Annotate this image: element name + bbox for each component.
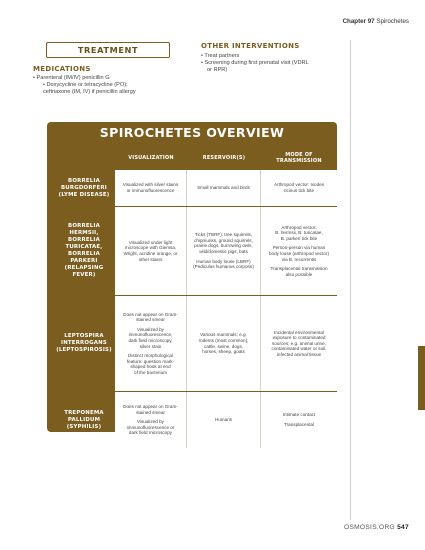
row-header	[53, 392, 115, 448]
column-header-transmission: MODE OF TRANSMISSION	[276, 152, 322, 164]
row-cells	[115, 296, 337, 391]
reservoirs-cell	[187, 296, 261, 391]
row-cells	[115, 170, 337, 206]
cell-line: prairie dogs, burrowing owls,	[194, 243, 253, 249]
row-header-line: TREPONEMA	[64, 409, 104, 416]
cell-line: Wright, acridine orange, or	[123, 251, 178, 256]
row-header-line: INTERROGANS	[61, 340, 107, 346]
visualization-cell	[115, 170, 187, 206]
cell-line: Does not appear on Gram-	[123, 311, 178, 317]
cell-line: dark field microscopy	[128, 430, 173, 436]
cell-line: dark field microscopy,	[128, 337, 173, 343]
cell-line: Intimate contact	[282, 412, 316, 418]
other-interventions-list	[201, 53, 351, 74]
transmission-cell	[261, 170, 337, 206]
cell-line: horses, sheep, goats	[202, 349, 245, 355]
row-header-line: FEVER)	[72, 272, 96, 278]
cell-line: Transplacental transmission	[270, 266, 328, 272]
cell-line: exposure to contaminated	[272, 335, 326, 341]
cell-line: chipmunks, ground squirrels,	[194, 237, 253, 243]
cell-line: immunofluorescence or	[126, 424, 175, 430]
table-row	[53, 170, 337, 206]
cell-line: other stains	[138, 256, 163, 262]
row-header-line: (LEPTOSPIROSIS)	[56, 347, 112, 353]
overview-title: SPIROCHETES OVERVIEW	[99, 125, 285, 140]
row-header-line: PARKERI	[70, 258, 98, 264]
row-header-line: BORRELIA	[68, 223, 100, 229]
spirochetes-overview-table	[47, 122, 337, 436]
intervention-item: or RPR)	[207, 67, 228, 73]
cell-line: ricinus tick bite	[283, 188, 315, 193]
row-header-line: BORRELIA	[68, 251, 100, 257]
chapter-side-tab	[418, 346, 425, 410]
cell-line: Distinct morphological	[128, 353, 173, 359]
cell-line: Incidental environmental	[274, 329, 324, 335]
cell-line: Visualized under light	[128, 239, 173, 245]
medications-title: MEDICATIONS	[33, 65, 91, 73]
page-divider	[350, 40, 351, 520]
table-row	[53, 207, 337, 295]
cell-line: via B. recurrentis	[281, 256, 317, 262]
cell-line: silver stain	[139, 343, 162, 349]
cell-line: Visualized by	[137, 419, 164, 425]
cell-line: stained smear	[136, 317, 165, 323]
visualization-cell	[115, 392, 187, 448]
chapter-topic: Spirochetes	[376, 18, 409, 25]
footer-site: OSMOSIS.ORG	[344, 524, 395, 531]
cell-line: B. hermsii, B. turicatae,	[275, 230, 323, 236]
cell-line: Person-person via human	[272, 245, 326, 251]
row-header-line: PALLIDUM	[67, 416, 101, 423]
medication-item: • Doxycycline or tetracycline (PO);	[43, 82, 128, 88]
cell-line: Small mammals and birds	[197, 185, 250, 191]
medications-list	[33, 75, 136, 96]
visualization-cell	[115, 296, 187, 391]
cell-line: infected animal tissue	[276, 351, 322, 357]
cell-line: shaped hook at end	[130, 364, 171, 370]
cell-line: stained smear	[136, 409, 165, 415]
cell-line: Visualized by	[137, 326, 164, 332]
cell-line: cattle, swine, dogs,	[203, 343, 244, 349]
column-header-visualization: VISUALIZATION	[128, 155, 174, 161]
transmission-cell	[261, 392, 337, 448]
page-number: 547	[397, 524, 409, 531]
row-header	[53, 170, 115, 206]
cell-line: also possible	[285, 271, 313, 277]
row-cells	[115, 207, 337, 295]
cell-line: Human body louse (LBRF)	[196, 258, 251, 264]
row-header-line: HERMSII,	[69, 230, 99, 236]
cell-line: Arthropod vector: Ixodes	[273, 182, 325, 188]
cell-line: feature: question mark-	[126, 358, 175, 364]
cell-line: wild/domestic pigs, bats	[199, 249, 248, 254]
row-header-line: (LYME DISEASE)	[58, 191, 110, 198]
row-header	[53, 296, 115, 391]
row-header-line: BORRELIA	[68, 237, 100, 243]
cell-line: or immunofluorescence	[126, 188, 175, 193]
cell-line: Does not appear on Gram-	[123, 404, 178, 410]
cell-line: Humans	[214, 417, 233, 423]
row-header-line: (SYPHILIS)	[66, 423, 102, 430]
column-header-reservoirs: RESERVOIR(S)	[202, 155, 246, 161]
cell-line: contaminated water or soil,	[271, 346, 327, 352]
row-header-line: LEPTOSPIRA	[64, 333, 104, 339]
medication-item: • Parenteral (IM/IV) penicillin G	[33, 75, 110, 81]
intervention-item: • Treat partners	[201, 53, 240, 59]
row-cells	[115, 392, 337, 448]
reservoirs-cell	[187, 170, 261, 206]
cell-line: Ticks (TBRF): tree squirrels,	[194, 232, 253, 238]
cell-line: of the bacterium	[134, 369, 167, 375]
table-row	[53, 392, 337, 448]
table-row	[53, 296, 337, 391]
cell-line: Transplacental	[284, 422, 314, 427]
cell-line: Various mammals; e.g.	[200, 332, 247, 338]
cell-line: rodents (most common),	[198, 337, 249, 343]
chapter-label: Chapter 97	[342, 18, 375, 25]
reservoirs-cell	[187, 207, 261, 295]
cell-line: Arthropod vector:	[281, 224, 317, 230]
cell-line: B. parkeri tick bite	[280, 235, 318, 241]
cell-line: (Pediculus humanus corporis)	[193, 264, 254, 270]
cell-line: body louse (arthropod vector)	[268, 251, 329, 256]
visualization-cell	[115, 207, 187, 295]
row-header-line: (RELAPSING	[64, 265, 104, 271]
row-header	[53, 207, 115, 295]
intervention-item: • Screening during first prenatal visit (VDRL	[201, 60, 309, 66]
cell-line: immunofluorescence,	[128, 332, 173, 338]
transmission-cell	[261, 296, 337, 391]
cell-line: Visualized with silver stains	[122, 182, 179, 188]
row-header-line: BORRELIA	[68, 177, 100, 184]
row-header-line: BURGDORFERI	[61, 184, 107, 191]
page-footer	[344, 524, 409, 531]
row-header-line: TURICATAE,	[65, 244, 103, 250]
chapter-header	[343, 18, 409, 25]
treatment-banner: TREATMENT	[46, 42, 170, 58]
cell-line: sources; e.g. animal urine,	[272, 340, 326, 346]
other-interventions-title: OTHER INTERVENTIONS	[201, 42, 300, 50]
reservoirs-cell	[187, 392, 261, 448]
medication-item: ceftriaxone (IM, IV) if penicillin allergy	[43, 89, 136, 95]
transmission-cell	[261, 207, 337, 295]
cell-line: microscope with Giemsa,	[124, 245, 177, 251]
